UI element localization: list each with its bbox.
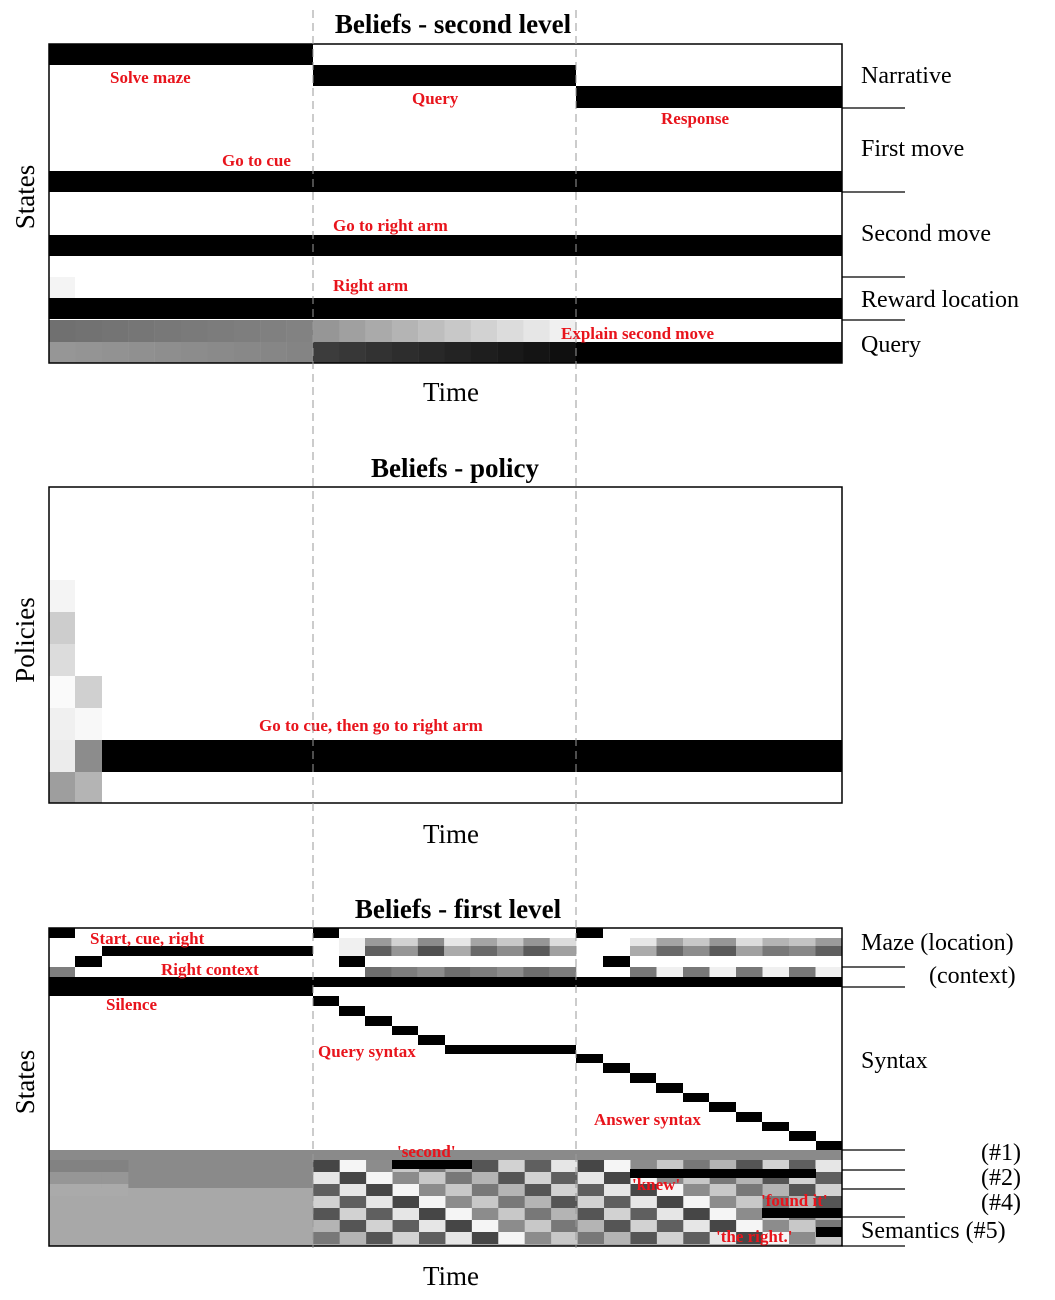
side-label-semantics-5: Semantics (#5) [861,1218,1006,1244]
panel1-ylabel: States [10,164,40,230]
side-label-narrative: Narrative [861,63,952,89]
side-label-second-move: Second move [861,221,991,247]
annotation-silence: Silence [106,995,157,1014]
panel-policy [10,453,842,849]
panel2-title: Beliefs - policy [371,453,539,483]
annotation-query-syntax: Query syntax [318,1042,416,1061]
panel-second-level [10,9,1019,407]
annotation-right-arm: Right arm [333,276,409,295]
annotation-query: Query [412,89,459,108]
side-label-4: (#4) [981,1190,1021,1216]
panel1-title: Beliefs - second level [334,9,572,39]
panel2-ylabel: Policies [10,597,40,683]
time-guides [313,10,576,1248]
panel3-ylabel: States [10,1049,40,1115]
side-label-1: (#1) [981,1140,1021,1166]
side-label-2: (#2) [981,1165,1021,1191]
panel3-title: Beliefs - first level [354,894,562,924]
panel1-xlabel: Time [422,377,480,407]
panel2-xlabel: Time [422,819,480,849]
annotation-go-to-cue: Go to cue [222,151,291,170]
panel3-side-labels [842,930,1021,1246]
panel2-heatmap [49,580,842,803]
annotation-response: Response [661,109,730,128]
side-label-context: (context) [929,963,1016,989]
panel1-side-labels [842,63,1019,358]
annotation-solve-maze: Solve maze [110,68,191,87]
annotation-found-it: 'found it' [761,1191,828,1210]
side-label-reward-location: Reward location [861,287,1019,313]
panel3-xlabel: Time [422,1261,480,1291]
annotation-go-to-cue-then-right-arm: Go to cue, then go to right arm [259,716,483,735]
annotation-explain-second-move: Explain second move [561,324,715,343]
side-label-maze-location: Maze (location) [861,930,1014,956]
annotation-knew: 'knew' [632,1175,681,1194]
side-label-first-move: First move [861,136,965,162]
side-label-syntax: Syntax [861,1048,928,1074]
annotation-second: 'second' [397,1142,456,1161]
side-label-query: Query [861,332,921,358]
annotation-right-context: Right context [161,960,259,979]
annotation-answer-syntax: Answer syntax [594,1110,701,1129]
annotation-start-cue-right: Start, cue, right [90,929,205,948]
annotation-the-right: 'the right.' [716,1227,793,1246]
annotation-go-to-right-arm: Go to right arm [333,216,448,235]
panel-first-level [10,894,1021,1291]
